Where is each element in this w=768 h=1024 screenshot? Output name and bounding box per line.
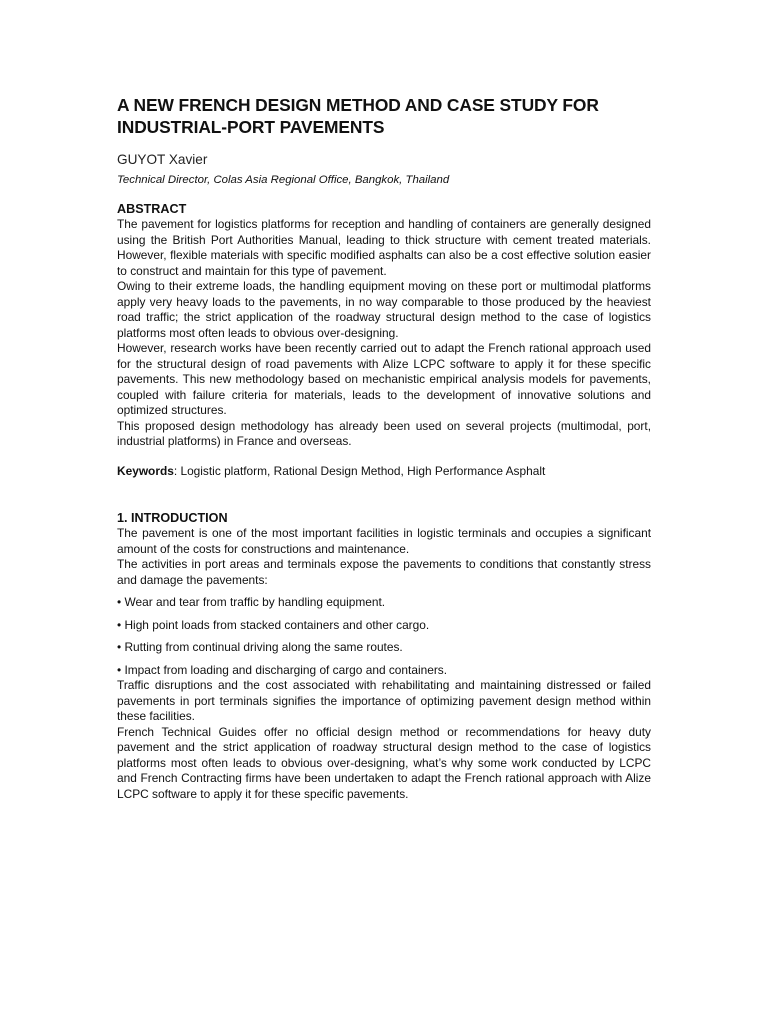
introduction-heading: 1. INTRODUCTION — [117, 511, 228, 525]
introduction-paragraph: The activities in port areas and terminals expose the pavements to conditions that constantly stress and damage the pavements: — [117, 557, 651, 587]
list-item: • Wear and tear from traffic by handling equipment. — [117, 595, 386, 609]
abstract-paragraph: The pavement for logistics platforms for reception and handling of containers are generally designed using the British Port Authorities Manual, leading to thick structure with cement treated materials. However, flexible materials with specific modified asphalts can also be a cost effective solution easier to construct and maintain for this type of pavement. — [117, 217, 651, 278]
keywords-label: Keywords — [117, 463, 174, 478]
abstract-heading: ABSTRACT — [117, 202, 187, 216]
keywords-text: : Logistic platform, Rational Design Method, High Performance Asphalt — [173, 463, 546, 478]
keywords-line — [117, 464, 651, 480]
introduction-paragraph: French Technical Guides offer no official design method or recommendations for heavy duty pavement and the strict application of roadway structural design method to the case of logistics platforms most often leads to obvious over-designing, what’s why some work conducted by LCPC and French Contracting firms have been undertaken to adapt the French rational approach with Alize LCPC software to apply it for these specific pavements. — [117, 724, 651, 801]
paper-title: A NEW FRENCH DESIGN METHOD AND CASE STUDY FOR INDUSTRIAL-PORT PAVEMENTS — [117, 95, 599, 137]
abstract-paragraph: This proposed design methodology has already been used on several projects (multimodal, port, industrial platforms) in France and overseas. — [117, 418, 651, 448]
paper-content — [117, 94, 651, 802]
introduction-paragraph: Traffic disruptions and the cost associated with rehabilitating and maintaining distressed or failed pavements in port terminals signifies the importance of optimizing pavement design method within these facilities. — [117, 678, 651, 723]
author-affiliation: Technical Director, Colas Asia Regional Office, Bangkok, Thailand — [117, 174, 450, 186]
abstract-paragraph: Owing to their extreme loads, the handling equipment moving on these port or multimodal platforms apply very heavy loads to the pavements, in no way comparable to those produced by the heaviest road traffic; the strict application of the roadway structural design method to the case of logistics platforms most often leads to obvious over-designing. — [117, 279, 651, 340]
list-item: • Rutting from continual driving along the same routes. — [117, 640, 403, 654]
author-name: GUYOT Xavier — [117, 152, 208, 167]
abstract-paragraph: However, research works have been recently carried out to adapt the French rational approach used for the structural design of road pavements with Alize LCPC software to apply it for these specific pavements. This new methodology based on mechanistic empirical analysis models for pavements, coupled with failure criteria for materials, leads to the development of innovative solutions and optimized structures. — [117, 341, 651, 417]
list-item: • Impact from loading and discharging of cargo and containers. — [117, 662, 448, 677]
introduction-paragraph: The pavement is one of the most important facilities in logistic terminals and occupies a significant amount of the costs for constructions and maintenance. — [117, 526, 651, 556]
list-item: • High point loads from stacked containers and other cargo. — [117, 617, 430, 632]
